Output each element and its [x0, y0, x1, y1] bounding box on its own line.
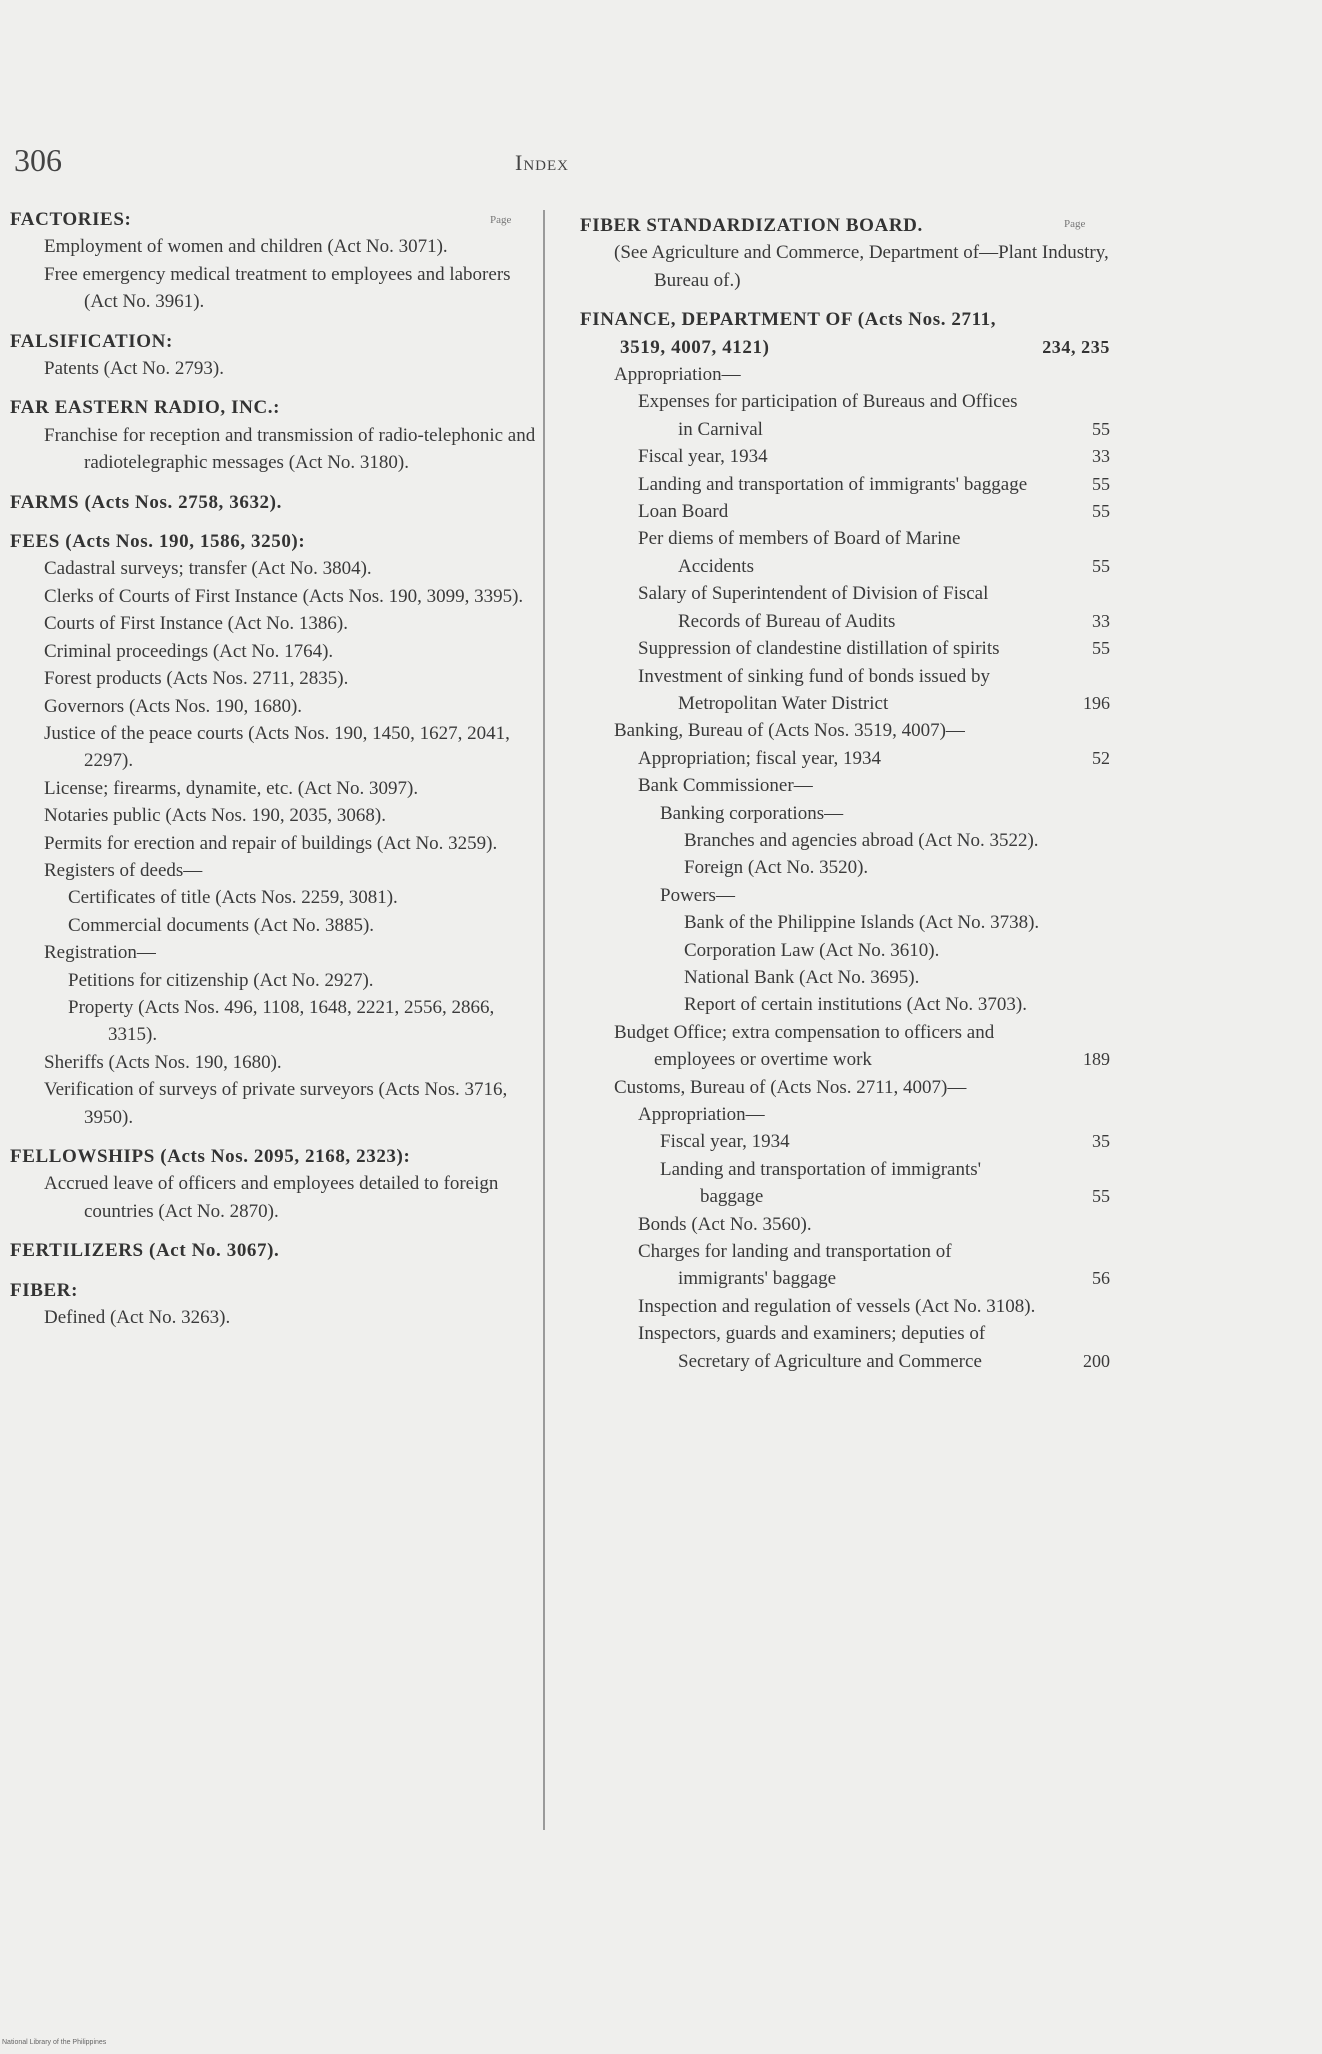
- index-subentry: [580, 239, 1110, 294]
- entry-text: Employment of women and children (Act No. 3071).: [44, 236, 448, 258]
- entry-text: Investment of sinking fund of bonds issued by Metropolitan Water District: [638, 665, 991, 714]
- page-reference: 55: [1092, 473, 1110, 494]
- entry-text: Commercial documents (Act No. 3885).: [68, 914, 375, 936]
- page-number: 306: [14, 142, 62, 178]
- entry-text: Permits for erection and repair of buildings (Act No. 3259).: [44, 832, 498, 854]
- index-subentry: [580, 772, 1110, 799]
- index-subentry: [10, 555, 540, 582]
- entry-text: Expenses for participation of Bureaus and Offices in Carnival: [638, 391, 1018, 440]
- page-reference: 33: [1092, 610, 1110, 631]
- entry-text: License; firearms, dynamite, etc. (Act No. 3097).: [44, 777, 419, 799]
- index-subentry: [10, 912, 540, 939]
- entry-text: Foreign (Act No. 3520).: [684, 857, 869, 879]
- index-subentry: [580, 388, 1110, 443]
- entry-text: FEES (Acts Nos. 190, 1586, 3250):: [10, 531, 306, 553]
- index-column-right: [580, 212, 1110, 1375]
- index-subentry: [10, 775, 540, 802]
- page-reference: 55: [1092, 418, 1110, 439]
- entry-text: Budget Office; extra compensation to officers and employees or overtime work: [614, 1021, 995, 1071]
- entry-text: Bank Commissioner—: [638, 775, 813, 797]
- entry-text: FIBER STANDARDIZATION BOARD.: [580, 215, 923, 236]
- index-subentry: [10, 665, 540, 692]
- index-heading: [10, 1237, 540, 1264]
- entry-text: Fiscal year, 1934: [638, 446, 768, 468]
- index-subentry: [580, 1128, 1110, 1155]
- running-head: Index: [515, 150, 569, 175]
- entry-text: Registration—: [44, 942, 156, 964]
- index-subentry: [580, 525, 1110, 580]
- entry-text: Cadastral surveys; transfer (Act No. 3804).: [44, 558, 372, 580]
- entry-text: Banking, Bureau of (Acts Nos. 3519, 4007)—: [614, 720, 965, 742]
- entry-text: FARMS (Acts Nos. 2758, 3632).: [10, 491, 282, 513]
- entry-text: Criminal proceedings (Act No. 1764).: [44, 640, 334, 662]
- page-column-label-right: Page: [1064, 218, 1086, 230]
- entry-text: Branches and agencies abroad (Act No. 3522).: [684, 829, 1039, 851]
- index-subentry: [580, 1156, 1110, 1211]
- entry-text: FINANCE, DEPARTMENT OF (Acts Nos. 2711, 3519, 4007, 4121): [580, 309, 997, 358]
- entry-text: Governors (Acts Nos. 190, 1680).: [44, 695, 303, 717]
- index-subentry: [580, 717, 1110, 744]
- index-subentry: [10, 830, 540, 857]
- entry-text: Clerks of Courts of First Instance (Acts Nos. 190, 3099, 3395).: [44, 585, 524, 607]
- entry-text: Accrued leave of officers and employees detailed to foreign countries (Act No. 2870).: [44, 1173, 499, 1222]
- entry-text: Report of certain institutions (Act No. 3703).: [684, 994, 1027, 1016]
- entry-text: Sheriffs (Acts Nos. 190, 1680).: [44, 1051, 282, 1073]
- index-subentry: [580, 580, 1110, 635]
- entry-text: Courts of First Instance (Act No. 1386).: [44, 613, 348, 635]
- index-heading: [10, 328, 540, 355]
- index-subentry: [10, 233, 540, 260]
- entry-text: National Bank (Act No. 3695).: [684, 966, 920, 988]
- index-subentry: [580, 991, 1110, 1018]
- entry-text: FERTILIZERS (Act No. 3067).: [10, 1240, 280, 1262]
- entry-text: Appropriation; fiscal year, 1934: [638, 747, 882, 769]
- entry-text: Landing and transportation of immigrants' baggage: [638, 473, 1028, 495]
- index-subentry: [10, 610, 540, 637]
- index-subentry: [10, 939, 540, 966]
- index-subentry: [10, 994, 540, 1049]
- entry-text: FALSIFICATION:: [10, 330, 173, 352]
- page-reference: 33: [1092, 446, 1110, 467]
- entry-text: Banking corporations—: [660, 802, 844, 824]
- index-subentry: [580, 1211, 1110, 1238]
- entry-text: Appropriation—: [614, 364, 741, 386]
- page-reference: 196: [1083, 692, 1110, 713]
- index-subentry: [580, 745, 1110, 772]
- index-subentry: [10, 884, 540, 911]
- entry-text: Per diems of members of Board of Marine Accidents: [638, 528, 961, 577]
- index-subentry: [580, 1019, 1110, 1074]
- index-subentry: [580, 471, 1110, 498]
- page-column-label-left: Page: [490, 214, 512, 226]
- index-subentry: [580, 827, 1110, 854]
- entry-text: FELLOWSHIPS (Acts Nos. 2095, 2168, 2323):: [10, 1146, 411, 1167]
- index-subentry: [10, 693, 540, 720]
- index-subentry: [10, 355, 540, 382]
- index-heading: [10, 1143, 540, 1170]
- entry-text: Petitions for citizenship (Act No. 2927).: [68, 969, 374, 991]
- index-subentry: [10, 1304, 540, 1331]
- index-heading: [10, 1277, 540, 1304]
- index-subentry: [10, 422, 540, 477]
- index-heading: [580, 212, 1110, 239]
- column-divider: [543, 210, 545, 1830]
- index-subentry: [10, 857, 540, 884]
- page-reference: 200: [1083, 1350, 1110, 1371]
- entry-text: FIBER:: [10, 1279, 78, 1301]
- page-reference: 234, 235: [1042, 336, 1110, 357]
- entry-text: Inspection and regulation of vessels (Act No. 3108).: [638, 1295, 1036, 1317]
- index-subentry: [580, 964, 1110, 991]
- index-subentry: [580, 663, 1110, 718]
- entry-text: Patents (Act No. 2793).: [44, 358, 224, 380]
- entry-text: Property (Acts Nos. 496, 1108, 1648, 2221, 2556, 2866, 3315).: [68, 996, 495, 1046]
- index-subentry: [580, 1293, 1110, 1320]
- entry-text: FAR EASTERN RADIO, INC.:: [10, 397, 281, 419]
- page-reference: 52: [1092, 747, 1110, 768]
- entry-text: Forest products (Acts Nos. 2711, 2835).: [44, 668, 349, 690]
- entry-text: Justice of the peace courts (Acts Nos. 190, 1450, 1627, 2041, 2297).: [44, 722, 510, 772]
- page-header: [0, 142, 1322, 182]
- index-subentry: [580, 443, 1110, 470]
- index-heading: [10, 206, 540, 233]
- entry-text: Powers—: [660, 884, 735, 906]
- entry-text: Certificates of title (Acts Nos. 2259, 3081).: [68, 887, 398, 909]
- page-reference: 189: [1083, 1049, 1110, 1070]
- index-subentry: [10, 1170, 540, 1225]
- index-subentry: [580, 1101, 1110, 1128]
- entry-text: Fiscal year, 1934: [660, 1131, 790, 1153]
- index-subentry: [580, 361, 1110, 388]
- index-subentry: [10, 720, 540, 775]
- entry-text: Loan Board: [638, 501, 729, 523]
- index-subentry: [580, 635, 1110, 662]
- entry-text: Inspectors, guards and examiners; deputies of Secretary of Agriculture and Commerce: [638, 1323, 986, 1372]
- entry-text: Bank of the Philippine Islands (Act No. 3738).: [684, 912, 1040, 934]
- index-subentry: [580, 1074, 1110, 1101]
- index-subentry: [580, 909, 1110, 936]
- index-subentry: [10, 1049, 540, 1076]
- index-subentry: [580, 1238, 1110, 1293]
- index-subentry: [580, 800, 1110, 827]
- entry-text: Salary of Superintendent of Division of Fiscal Records of Bureau of Audits: [638, 583, 989, 632]
- index-heading: [580, 306, 1110, 361]
- entry-text: Landing and transportation of immigrants' baggage: [660, 1158, 982, 1208]
- index-subentry: [580, 937, 1110, 964]
- index-subentry: [10, 261, 540, 316]
- page-reference: 35: [1092, 1131, 1110, 1152]
- index-subentry: [10, 802, 540, 829]
- entry-text: Notaries public (Acts Nos. 190, 2035, 3068).: [44, 805, 386, 827]
- index-subentry: [10, 967, 540, 994]
- entry-text: Free emergency medical treatment to employees and laborers (Act No. 3961).: [44, 263, 511, 313]
- entry-text: Defined (Act No. 3263).: [44, 1307, 231, 1329]
- entry-text: Charges for landing and transportation of immigrants' baggage: [638, 1241, 952, 1290]
- entry-text: Franchise for reception and transmission of radio-telephonic and radiotelegraphic messages (Act No. 3180).: [44, 424, 536, 474]
- entry-text: Suppression of clandestine distillation of spirits: [638, 638, 1000, 660]
- index-column-left: [10, 206, 540, 1331]
- index-subentry: [580, 854, 1110, 881]
- index-subentry: [580, 498, 1110, 525]
- index-subentry: [10, 1076, 540, 1131]
- index-heading: [10, 528, 540, 555]
- page-reference: 55: [1092, 638, 1110, 659]
- index-subentry: [580, 1320, 1110, 1375]
- page-reference: 55: [1092, 1186, 1110, 1207]
- index-subentry: [10, 583, 540, 610]
- scan-footer: National Library of the Philippines: [2, 2039, 107, 2046]
- entry-text: Customs, Bureau of (Acts Nos. 2711, 4007)—: [614, 1076, 967, 1098]
- index-subentry: [580, 882, 1110, 909]
- entry-text: Bonds (Act No. 3560).: [638, 1213, 812, 1235]
- entry-text: Appropriation—: [638, 1104, 765, 1125]
- entry-text: FACTORIES:: [10, 209, 132, 230]
- page-reference: 55: [1092, 555, 1110, 576]
- page-reference: 56: [1092, 1268, 1110, 1289]
- entry-text: Corporation Law (Act No. 3610).: [684, 939, 940, 961]
- entry-text: Verification of surveys of private surveyors (Acts Nos. 3716, 3950).: [44, 1079, 508, 1128]
- page-reference: 55: [1092, 501, 1110, 522]
- entry-text: Registers of deeds—: [44, 859, 203, 881]
- entry-text: (See Agriculture and Commerce, Department of—Plant Industry, Bureau of.): [614, 242, 1109, 291]
- index-heading: [10, 489, 540, 516]
- index-subentry: [10, 638, 540, 665]
- index-heading: [10, 394, 540, 421]
